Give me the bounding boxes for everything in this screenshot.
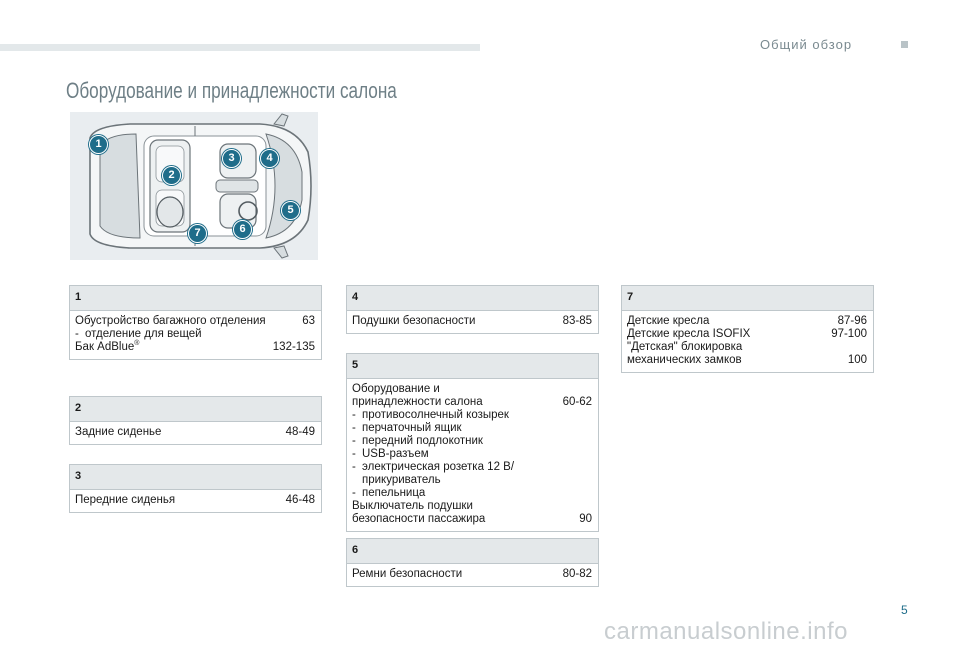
page-ref: 48-49: [285, 426, 315, 438]
box-row: [627, 341, 867, 354]
box-row: [627, 354, 867, 367]
page-ref: 132-135: [272, 341, 315, 353]
info-box-3: [69, 464, 322, 513]
row-text: - электрическая розетка 12 В/: [362, 461, 515, 473]
row-text: Задние сиденье: [75, 426, 162, 438]
callout-2: 2: [162, 166, 181, 185]
row-text: - противосолнечный козырек: [362, 409, 509, 421]
box-row: [627, 328, 867, 341]
header-bar: [0, 44, 480, 51]
info-box-2: [69, 396, 322, 445]
page-ref: 83-85: [562, 315, 592, 327]
row-text: Детские кресла: [627, 315, 710, 327]
callout-7: 7: [188, 224, 207, 243]
info-box-1: [69, 285, 322, 360]
header-square-marker: [901, 41, 908, 48]
box-row: [352, 396, 592, 409]
box-row: [627, 315, 867, 328]
callout-3: 3: [222, 149, 241, 168]
page-ref: 90: [579, 513, 592, 525]
row-text: Детские кресла ISOFIX: [627, 328, 751, 340]
page-number: 5: [901, 603, 908, 617]
car-interior-diagram: [70, 112, 318, 260]
row-text: Ремни безопасности: [352, 568, 463, 580]
callout-1: 1: [89, 135, 108, 154]
row-text: Передние сиденья: [75, 494, 176, 506]
box-number: 1: [70, 286, 321, 311]
box-row: [352, 409, 592, 422]
info-box-6: [346, 538, 599, 587]
page-ref: 80-82: [562, 568, 592, 580]
box-row: [75, 328, 315, 341]
box-number: 6: [347, 539, 598, 564]
row-text: - передний подлокотник: [362, 435, 483, 447]
box-row: [75, 315, 315, 328]
box-row: [352, 487, 592, 500]
page-ref: 46-48: [285, 494, 315, 506]
box-row: [75, 341, 315, 354]
info-box-7: [621, 285, 874, 373]
box-row: [75, 494, 315, 507]
callout-6: 6: [233, 220, 252, 239]
box-row: [352, 435, 592, 448]
row-text: "Детская" блокировка: [627, 341, 743, 353]
row-text: - USB-разъем: [362, 448, 429, 460]
box-row: [352, 474, 592, 487]
page-ref: 60-62: [562, 396, 592, 408]
box-row: [352, 448, 592, 461]
callout-5: 5: [281, 201, 300, 220]
row-text: Оборудование и: [352, 383, 440, 395]
box-number: 4: [347, 286, 598, 311]
row-text: прикуриватель: [362, 474, 441, 486]
page-ref: 87-96: [837, 315, 867, 327]
box-row: [352, 513, 592, 526]
row-text: Бак AdBlue: [75, 341, 135, 353]
box-row: [352, 500, 592, 513]
box-number: 7: [622, 286, 873, 311]
row-text: механических замков: [627, 354, 742, 366]
row-text: Обустройство багажного отделения: [75, 315, 266, 327]
box-row: [352, 422, 592, 435]
row-text: - пепельница: [362, 487, 426, 499]
info-box-4: [346, 285, 599, 334]
box-row: [352, 461, 592, 474]
box-row: [352, 383, 592, 396]
page-ref: 63: [302, 315, 315, 327]
box-number: 5: [347, 354, 598, 379]
page-ref: 100: [847, 354, 867, 366]
page-title: Оборудование и принадлежности салона: [66, 78, 397, 103]
box-number: 3: [70, 465, 321, 490]
row-text: - отделение для вещей: [85, 328, 202, 340]
watermark: carmanualsonline.info: [604, 618, 848, 645]
box-row: [352, 568, 592, 581]
registered-mark: ®: [134, 340, 140, 348]
box-row: [75, 426, 315, 439]
section-title: Общий обзор: [760, 37, 853, 52]
box-row: [352, 315, 592, 328]
box-number: 2: [70, 397, 321, 422]
row-text: Выключатель подушки: [352, 500, 473, 512]
row-text: безопасности пассажира: [352, 513, 486, 525]
row-text: Подушки безопасности: [352, 315, 476, 327]
row-text: - перчаточный ящик: [362, 422, 462, 434]
info-box-5: [346, 353, 599, 532]
page-ref: 97-100: [831, 328, 867, 340]
row-text: принадлежности салона: [352, 396, 483, 408]
callout-4: 4: [260, 149, 279, 168]
